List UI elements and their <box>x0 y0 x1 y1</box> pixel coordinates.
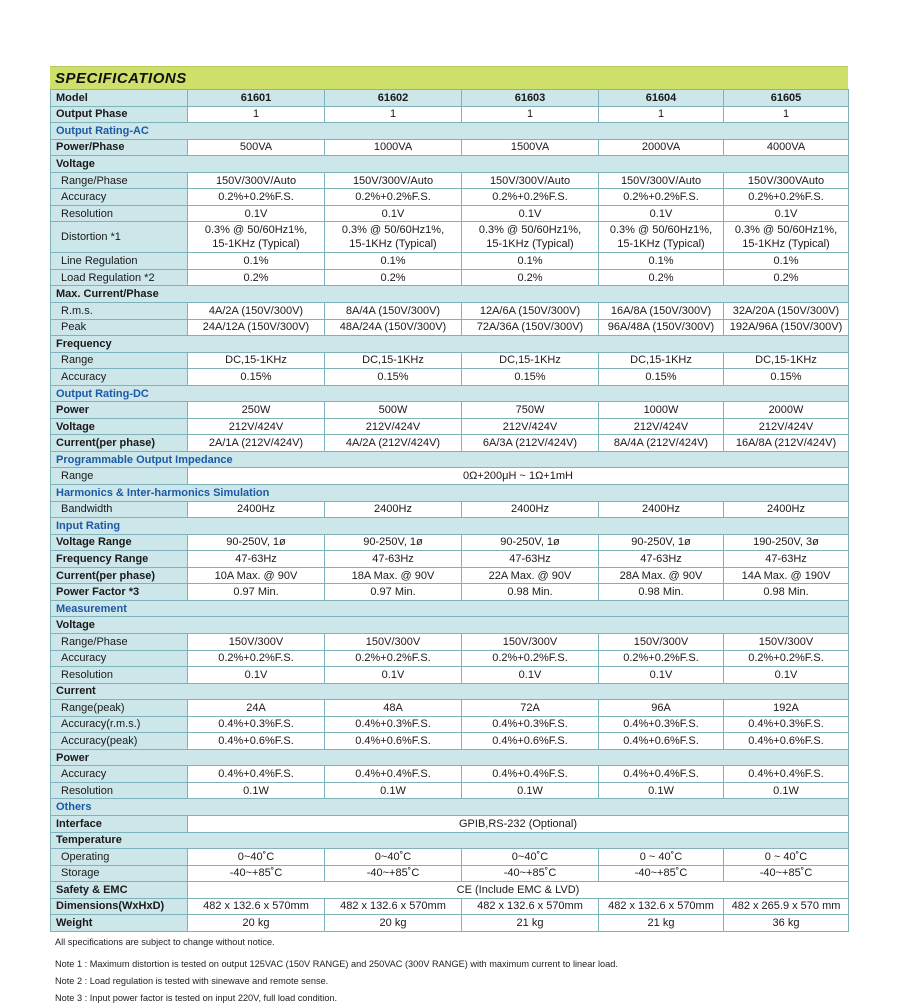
group-heading: Frequency <box>51 336 849 353</box>
spec-value-line: 0.3% @ 50/60Hz1%, <box>734 224 838 237</box>
spec-value: 4000VA <box>724 139 849 156</box>
spec-value: 1 <box>724 106 849 123</box>
spec-value: 47-63Hz <box>188 551 325 568</box>
spec-value: 90-250V, 1ø <box>599 534 724 551</box>
spec-value: 2400Hz <box>325 501 462 518</box>
spec-value: 0.15% <box>325 369 462 386</box>
spec-value: 0.2% <box>325 269 462 286</box>
spec-label: Resolution <box>51 205 188 222</box>
spec-value: 96A/48A (150V/300V) <box>599 319 724 336</box>
spec-row <box>51 253 849 270</box>
spec-value: 2400Hz <box>724 501 849 518</box>
spec-value: 22A Max. @ 90V <box>462 567 599 584</box>
spec-value: 2400Hz <box>599 501 724 518</box>
group-heading: Max. Current/Phase <box>51 286 849 303</box>
spec-value: 0.2% <box>599 269 724 286</box>
spec-value: 1 <box>188 106 325 123</box>
table-header-row <box>51 90 849 107</box>
spec-value: 0.1W <box>599 782 724 799</box>
spec-value: 150V/300V/Auto <box>599 172 724 189</box>
spec-value: 150V/300VAuto <box>724 172 849 189</box>
spec-value: 4A/2A (150V/300V) <box>188 303 325 320</box>
spec-label: Dimensions(WxHxD) <box>51 898 188 915</box>
spec-row <box>51 205 849 222</box>
spec-value: 2400Hz <box>188 501 325 518</box>
spec-value: 24A/12A (150V/300V) <box>188 319 325 336</box>
spec-label: Load Regulation *2 <box>51 269 188 286</box>
spec-row <box>51 915 849 932</box>
spec-label: Resolution <box>51 782 188 799</box>
spec-value: 0.4%+0.6%F.S. <box>188 733 325 750</box>
group-heading-row <box>51 749 849 766</box>
spec-value: 2000W <box>724 402 849 419</box>
spec-row <box>51 865 849 882</box>
spec-value: 0.2%+0.2%F.S. <box>462 650 599 667</box>
spec-value: 0.1V <box>462 205 599 222</box>
spec-value: DC,15-1KHz <box>599 352 724 369</box>
spec-value: 0.4%+0.6%F.S. <box>462 733 599 750</box>
group-heading: Voltage <box>51 156 849 173</box>
spec-value: 0.4%+0.4%F.S. <box>188 766 325 783</box>
group-heading-row <box>51 156 849 173</box>
spec-value: 0.2%+0.2%F.S. <box>188 650 325 667</box>
spec-value: 48A/24A (150V/300V) <box>325 319 462 336</box>
spec-value: 0.1V <box>462 667 599 684</box>
spec-value: 0.1V <box>188 667 325 684</box>
spec-value: 0.4%+0.3%F.S. <box>188 716 325 733</box>
group-heading-row <box>51 286 849 303</box>
spec-value: DC,15-1KHz <box>724 352 849 369</box>
section-heading-row <box>51 485 849 502</box>
spec-value: DC,15-1KHz <box>462 352 599 369</box>
spec-value: 47-63Hz <box>724 551 849 568</box>
spec-value: 16A/8A (212V/424V) <box>724 435 849 452</box>
group-heading: Current <box>51 683 849 700</box>
spec-value: 0.97 Min. <box>325 584 462 601</box>
spec-value-line: 0.3% @ 50/60Hz1%, <box>204 224 308 237</box>
section-heading-row <box>51 600 849 617</box>
spec-row <box>51 782 849 799</box>
spec-value: 212V/424V <box>188 418 325 435</box>
spec-value: 90-250V, 1ø <box>462 534 599 551</box>
spec-value: 0.1V <box>599 667 724 684</box>
spec-value: 21 kg <box>599 915 724 932</box>
spec-value: 0.1% <box>462 253 599 270</box>
spec-label: Range/Phase <box>51 633 188 650</box>
spec-value: 190-250V, 3ø <box>724 534 849 551</box>
spec-value: 1 <box>599 106 724 123</box>
spec-value-line: 0.3% @ 50/60Hz1%, <box>341 224 445 237</box>
spec-row <box>51 650 849 667</box>
spec-value: 0.1V <box>325 667 462 684</box>
spec-value: 6A/3A (212V/424V) <box>462 435 599 452</box>
spec-value: 24A <box>188 700 325 717</box>
spec-label: Power <box>51 402 188 419</box>
spec-label: Accuracy <box>51 189 188 206</box>
spec-value: 0.15% <box>462 369 599 386</box>
spec-label: Weight <box>51 915 188 932</box>
spec-value: 212V/424V <box>325 418 462 435</box>
section-heading-row <box>51 385 849 402</box>
footnote: Note 1 : Maximum distortion is tested on output 125VAC (150V RANGE) and 250VAC (300V RANGE) with maximum current to linear load. <box>55 959 618 969</box>
title-bar <box>50 66 848 89</box>
spec-value: 0.2% <box>462 269 599 286</box>
spec-value-line: 15-1KHz (Typical) <box>742 238 830 251</box>
spec-value: 0.2%+0.2%F.S. <box>325 189 462 206</box>
spec-value: 150V/300V <box>188 633 325 650</box>
spec-label: Current(per phase) <box>51 435 188 452</box>
spec-value: 0.4%+0.4%F.S. <box>462 766 599 783</box>
spec-value: 0.1V <box>325 205 462 222</box>
model-column-header: 61603 <box>462 90 599 107</box>
spec-value: 2000VA <box>599 139 724 156</box>
spec-value: -40~+85˚C <box>599 865 724 882</box>
spec-label: Peak <box>51 319 188 336</box>
spec-value: 90-250V, 1ø <box>188 534 325 551</box>
spec-value: 482 x 132.6 x 570mm <box>599 898 724 915</box>
spec-value: 1 <box>462 106 599 123</box>
spec-value: 1000VA <box>325 139 462 156</box>
spec-value: 0.97 Min. <box>188 584 325 601</box>
spec-row <box>51 716 849 733</box>
spec-row <box>51 189 849 206</box>
spec-row <box>51 700 849 717</box>
spec-value: 14A Max. @ 190V <box>724 567 849 584</box>
spec-table <box>50 89 849 932</box>
section-heading: Output Rating-AC <box>51 123 849 140</box>
group-heading: Temperature <box>51 832 849 849</box>
spec-label: Storage <box>51 865 188 882</box>
spec-label: Safety & EMC <box>51 882 188 899</box>
spec-value: 0.4%+0.4%F.S. <box>325 766 462 783</box>
spec-value: -40~+85˚C <box>462 865 599 882</box>
spec-value: 8A/4A (212V/424V) <box>599 435 724 452</box>
spec-value: 16A/8A (150V/300V) <box>599 303 724 320</box>
model-column-header: 61602 <box>325 90 462 107</box>
spec-label: Line Regulation <box>51 253 188 270</box>
spec-value: 0.98 Min. <box>724 584 849 601</box>
spec-value: 150V/300V/Auto <box>325 172 462 189</box>
spec-value: 0.2%+0.2%F.S. <box>724 189 849 206</box>
spec-value: 0.2% <box>188 269 325 286</box>
spec-row <box>51 402 849 419</box>
group-heading-row <box>51 683 849 700</box>
section-heading-row <box>51 799 849 816</box>
spec-value: 0.1V <box>599 205 724 222</box>
spec-value: -40~+85˚C <box>325 865 462 882</box>
spec-row <box>51 815 849 832</box>
spec-value: 1500VA <box>462 139 599 156</box>
spec-value: 0~40˚C <box>462 849 599 866</box>
spec-row <box>51 733 849 750</box>
spec-value: 0Ω+200μH ~ 1Ω+1mH <box>188 468 849 485</box>
spec-value: 482 x 132.6 x 570mm <box>188 898 325 915</box>
spec-value <box>188 222 325 253</box>
spec-row <box>51 766 849 783</box>
spec-value: 0.98 Min. <box>462 584 599 601</box>
spec-value: 482 x 132.6 x 570mm <box>325 898 462 915</box>
spec-value: 0.4%+0.6%F.S. <box>599 733 724 750</box>
spec-value: 0.2%+0.2%F.S. <box>325 650 462 667</box>
spec-value: DC,15-1KHz <box>325 352 462 369</box>
spec-value: 0.15% <box>188 369 325 386</box>
spec-value: 250W <box>188 402 325 419</box>
spec-value: 150V/300V <box>599 633 724 650</box>
spec-row <box>51 882 849 899</box>
spec-value: 212V/424V <box>724 418 849 435</box>
spec-value: 150V/300V <box>462 633 599 650</box>
spec-value: 0.1% <box>724 253 849 270</box>
spec-label: Resolution <box>51 667 188 684</box>
spec-value: 72A/36A (150V/300V) <box>462 319 599 336</box>
group-heading-row <box>51 832 849 849</box>
spec-value: 72A <box>462 700 599 717</box>
footnote: All specifications are subject to change without notice. <box>55 937 275 947</box>
spec-row <box>51 849 849 866</box>
spec-label: Output Phase <box>51 106 188 123</box>
spec-row <box>51 534 849 551</box>
spec-label: Frequency Range <box>51 551 188 568</box>
spec-value: 192A <box>724 700 849 717</box>
spec-row <box>51 352 849 369</box>
spec-value: 36 kg <box>724 915 849 932</box>
spec-value: 0.2%+0.2%F.S. <box>599 189 724 206</box>
section-heading-row <box>51 123 849 140</box>
spec-value: 21 kg <box>462 915 599 932</box>
spec-value: 2400Hz <box>462 501 599 518</box>
spec-value: 1 <box>325 106 462 123</box>
spec-value: 32A/20A (150V/300V) <box>724 303 849 320</box>
header-label: Model <box>51 90 188 107</box>
model-column-header: 61601 <box>188 90 325 107</box>
spec-label: Accuracy(r.m.s.) <box>51 716 188 733</box>
spec-value: 0~40˚C <box>188 849 325 866</box>
spec-value <box>462 222 599 253</box>
spec-value: 150V/300V/Auto <box>462 172 599 189</box>
spec-label: Range <box>51 468 188 485</box>
spec-value: 0.1% <box>188 253 325 270</box>
spec-value: 482 x 265.9 x 570 mm <box>724 898 849 915</box>
spec-value: 192A/96A (150V/300V) <box>724 319 849 336</box>
spec-value: 28A Max. @ 90V <box>599 567 724 584</box>
spec-value: 0.1V <box>188 205 325 222</box>
spec-label: Range/Phase <box>51 172 188 189</box>
section-heading: Others <box>51 799 849 816</box>
spec-label: Accuracy <box>51 650 188 667</box>
specifications-sheet <box>50 66 848 932</box>
spec-label: Current(per phase) <box>51 567 188 584</box>
spec-row <box>51 898 849 915</box>
spec-value: 90-250V, 1ø <box>325 534 462 551</box>
spec-value: 0 ~ 40˚C <box>724 849 849 866</box>
spec-row <box>51 269 849 286</box>
spec-value-line: 0.3% @ 50/60Hz1%, <box>478 224 582 237</box>
spec-value: 0.15% <box>599 369 724 386</box>
spec-value: 20 kg <box>325 915 462 932</box>
spec-value: 482 x 132.6 x 570mm <box>462 898 599 915</box>
spec-value: 47-63Hz <box>599 551 724 568</box>
section-heading-row <box>51 451 849 468</box>
spec-value: 0.2%+0.2%F.S. <box>724 650 849 667</box>
spec-value: 0.1V <box>724 667 849 684</box>
spec-label: Range(peak) <box>51 700 188 717</box>
spec-row <box>51 633 849 650</box>
spec-row <box>51 319 849 336</box>
group-heading-row <box>51 336 849 353</box>
spec-value: 1000W <box>599 402 724 419</box>
spec-row <box>51 584 849 601</box>
spec-row <box>51 468 849 485</box>
spec-value: 4A/2A (212V/424V) <box>325 435 462 452</box>
spec-value <box>724 222 849 253</box>
spec-value: 0~40˚C <box>325 849 462 866</box>
spec-value: DC,15-1KHz <box>188 352 325 369</box>
spec-value: 0.1% <box>325 253 462 270</box>
spec-value: 0.2%+0.2%F.S. <box>462 189 599 206</box>
spec-value: 0.1% <box>599 253 724 270</box>
page-title: SPECIFICATIONS <box>55 70 187 87</box>
spec-row <box>51 303 849 320</box>
spec-label: Interface <box>51 815 188 832</box>
spec-row <box>51 369 849 386</box>
section-heading: Measurement <box>51 600 849 617</box>
spec-value: 2A/1A (212V/424V) <box>188 435 325 452</box>
spec-value: 0.4%+0.6%F.S. <box>325 733 462 750</box>
spec-value: 0.4%+0.4%F.S. <box>599 766 724 783</box>
spec-value <box>599 222 724 253</box>
spec-row <box>51 222 849 253</box>
spec-row <box>51 667 849 684</box>
spec-value: 0.4%+0.3%F.S. <box>724 716 849 733</box>
footnote: Note 2 : Load regulation is tested with sinewave and remote sense. <box>55 976 329 986</box>
spec-value: 0.4%+0.6%F.S. <box>724 733 849 750</box>
spec-label: Distortion *1 <box>51 222 188 253</box>
spec-label: Power Factor *3 <box>51 584 188 601</box>
spec-value-line: 15-1KHz (Typical) <box>212 238 300 251</box>
spec-row <box>51 139 849 156</box>
spec-value: 0.2% <box>724 269 849 286</box>
spec-value: CE (Include EMC & LVD) <box>188 882 849 899</box>
spec-label: Accuracy <box>51 369 188 386</box>
spec-value: 47-63Hz <box>325 551 462 568</box>
section-heading: Input Rating <box>51 518 849 535</box>
spec-value-line: 15-1KHz (Typical) <box>349 238 437 251</box>
spec-label: Operating <box>51 849 188 866</box>
spec-value: 212V/424V <box>599 418 724 435</box>
spec-value: 750W <box>462 402 599 419</box>
spec-value: 0.15% <box>724 369 849 386</box>
spec-row <box>51 418 849 435</box>
spec-value: 150V/300V <box>724 633 849 650</box>
spec-value: 12A/6A (150V/300V) <box>462 303 599 320</box>
spec-label: Power/Phase <box>51 139 188 156</box>
section-heading: Output Rating-DC <box>51 385 849 402</box>
spec-label: Accuracy <box>51 766 188 783</box>
spec-value: 0.2%+0.2%F.S. <box>188 189 325 206</box>
spec-value: 20 kg <box>188 915 325 932</box>
spec-label: R.m.s. <box>51 303 188 320</box>
spec-label: Range <box>51 352 188 369</box>
spec-value-line: 0.3% @ 50/60Hz1%, <box>609 224 713 237</box>
spec-row <box>51 501 849 518</box>
spec-value: 0.4%+0.3%F.S. <box>462 716 599 733</box>
group-heading: Power <box>51 749 849 766</box>
spec-value: 0.4%+0.3%F.S. <box>599 716 724 733</box>
spec-value: 500VA <box>188 139 325 156</box>
spec-value: 47-63Hz <box>462 551 599 568</box>
spec-value: 212V/424V <box>462 418 599 435</box>
spec-value-line: 15-1KHz (Typical) <box>486 238 574 251</box>
spec-label: Voltage <box>51 418 188 435</box>
spec-value-line: 15-1KHz (Typical) <box>617 238 705 251</box>
spec-row <box>51 551 849 568</box>
spec-value: 0.1W <box>325 782 462 799</box>
group-heading-row <box>51 617 849 634</box>
spec-value: 0.1W <box>462 782 599 799</box>
spec-value: 8A/4A (150V/300V) <box>325 303 462 320</box>
section-heading: Harmonics & Inter-harmonics Simulation <box>51 485 849 502</box>
spec-value: -40~+85˚C <box>724 865 849 882</box>
spec-label: Accuracy(peak) <box>51 733 188 750</box>
model-column-header: 61604 <box>599 90 724 107</box>
section-heading-row <box>51 518 849 535</box>
spec-label: Voltage Range <box>51 534 188 551</box>
footnotes <box>55 936 855 1007</box>
spec-label: Bandwidth <box>51 501 188 518</box>
footnote: Note 3 : Input power factor is tested on input 220V, full load condition. <box>55 993 338 1003</box>
spec-value: 150V/300V/Auto <box>188 172 325 189</box>
spec-row <box>51 435 849 452</box>
spec-value: GPIB,RS-232 (Optional) <box>188 815 849 832</box>
spec-value: 500W <box>325 402 462 419</box>
section-heading: Programmable Output Impedance <box>51 451 849 468</box>
spec-value: 0.1V <box>724 205 849 222</box>
spec-value: 150V/300V <box>325 633 462 650</box>
spec-value <box>325 222 462 253</box>
spec-value: 0.4%+0.3%F.S. <box>325 716 462 733</box>
spec-value: 48A <box>325 700 462 717</box>
group-heading: Voltage <box>51 617 849 634</box>
model-column-header: 61605 <box>724 90 849 107</box>
spec-row <box>51 172 849 189</box>
spec-value: 0 ~ 40˚C <box>599 849 724 866</box>
spec-value: -40~+85˚C <box>188 865 325 882</box>
spec-row <box>51 106 849 123</box>
spec-value: 18A Max. @ 90V <box>325 567 462 584</box>
spec-value: 0.98 Min. <box>599 584 724 601</box>
spec-value: 0.1W <box>188 782 325 799</box>
spec-value: 0.4%+0.4%F.S. <box>724 766 849 783</box>
spec-value: 96A <box>599 700 724 717</box>
spec-value: 0.2%+0.2%F.S. <box>599 650 724 667</box>
spec-row <box>51 567 849 584</box>
spec-value: 0.1W <box>724 782 849 799</box>
spec-value: 10A Max. @ 90V <box>188 567 325 584</box>
